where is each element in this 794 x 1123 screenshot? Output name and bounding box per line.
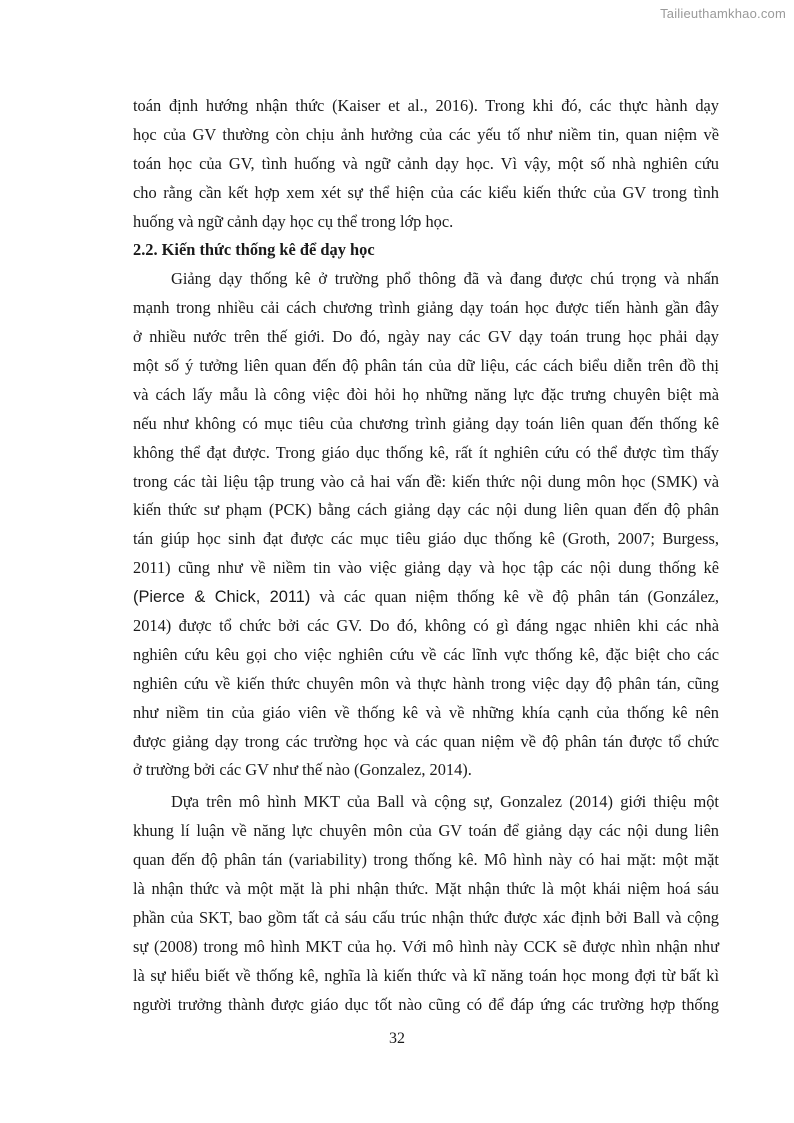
text-line: người trưởng thành được giáo dục tốt nào cũng có để đáp ứng các trường hợp thống	[133, 994, 719, 1014]
text-line: không thể đạt được. Trong giáo dục thống kê, rất ít nghiên cứu có thể được tìm thấy	[133, 442, 719, 462]
text-line: là nhận thức và một mặt là phi nhận thức. Mặt nhận thức là một khái niệm hoá sáu	[133, 879, 719, 899]
text-line: khung lí luận về năng lực chuyên môn của GV toán để giảng dạy các nội dung liên	[133, 821, 719, 841]
text-line-mixed	[133, 583, 719, 612]
text-line: quan đến độ phân tán (variability) trong thống kê. Mô hình này có hai mặt: một mặt	[133, 850, 719, 870]
intro-paragraph	[133, 92, 719, 236]
text-line: là sự hiểu biết về thống kê, nghĩa là kiến thức và kĩ năng toán học mong đợi từ bất kì	[133, 965, 719, 985]
text-line: mạnh trong nhiều cải cách chương trình giảng dạy toán học được tiến hành gần đây	[133, 298, 719, 318]
text-line: nghiên cứu về kiến thức chuyên môn và thực hành trong việc dạy độ phân tán, cũng	[133, 673, 719, 693]
text-line: cho rằng cần kết hợp xem xét sự thể hiện của các kiểu kiến thức của GV trong tình	[133, 182, 719, 202]
text-line: ở nhiều nước trên thế giới. Do đó, ngày nay các GV dạy toán trung học phải dạy	[133, 327, 719, 347]
text-line: và cách lấy mẫu là công việc đòi hỏi họ những năng lực đặc trưng chuyên biệt mà	[133, 384, 719, 404]
text-line: kiến thức sư phạm (PCK) bằng cách giảng dạy các nội dung liên quan đến độ phân	[133, 500, 719, 520]
text-line: 2014) được tổ chức bởi các GV. Do đó, không có gì đáng ngạc nhiên khi các nhà	[133, 616, 719, 636]
text-line: ở trường bởi các GV như thế nào (Gonzalez, 2014).	[133, 760, 472, 780]
text-line: nghiên cứu kêu gọi cho việc nghiên cứu về các lĩnh vực thống kê, đặc biệt cho các	[133, 644, 719, 664]
page-number: 32	[389, 1030, 405, 1047]
paragraph-statistics-teaching	[133, 265, 719, 785]
text-line: sự (2008) trong mô hình MKT của họ. Với mô hình này CCK sẽ được nhìn nhận như	[133, 936, 719, 956]
text-line: một số ý tưởng liên quan đến độ phân tán của dữ liệu, các cách biểu diễn trên đồ thị	[133, 356, 719, 376]
text-line: nếu như không có mục tiêu của chương trình giảng dạy toán liên quan đến thống kê	[133, 413, 719, 433]
text-line: như niềm tin của giáo viên về thống kê và về những khía cạnh của thống kê nên	[133, 702, 719, 722]
text-line: phần của SKT, bao gồm tất cả sáu cấu trúc nhận thức được xác định bởi Ball và cộng	[133, 907, 719, 927]
text-line: trong các tài liệu tập trung vào cả hai vấn đề: kiến thức nội dung môn học (SMK) và	[133, 471, 719, 491]
text-line: Dựa trên mô hình MKT của Ball và cộng sự, Gonzalez (2014) giới thiệu một	[171, 792, 719, 812]
watermark-text: Tailieuthamkhao.com	[660, 6, 786, 21]
paragraph-mkt-model	[133, 788, 719, 1019]
citation-pierce-chick: (Pierce & Chick, 2011)	[133, 588, 311, 607]
text-line: Giảng dạy thống kê ở trường phổ thông đã và đang được chú trọng và nhấn	[171, 269, 719, 289]
text-line: toán học của GV, tình huống và ngữ cảnh dạy học. Vì vậy, một số nhà nghiên cứu	[133, 153, 719, 173]
section-heading: 2.2. Kiến thức thống kê để dạy học	[133, 240, 375, 260]
text-line: huống và ngữ cảnh dạy học cụ thể trong lớp học.	[133, 211, 454, 231]
text-line: được giảng dạy trong các trường học và các quan niệm về độ phân tán được tổ chức	[133, 731, 719, 751]
text-line: 2011) cũng như về niềm tin vào việc giảng dạy và học tập các nội dung thống kê	[133, 558, 719, 578]
text-line: toán định hướng nhận thức (Kaiser et al., 2016). Trong khi đó, các thực hành dạy	[133, 96, 719, 115]
page-body	[133, 92, 719, 1020]
text-fragment: và các quan niệm thống kê về độ phân tán (González,	[310, 587, 719, 607]
text-line: tán giúp học sinh đạt được các mục tiêu giáo dục thống kê (Groth, 2007; Burgess,	[133, 529, 719, 549]
text-line: học của GV thường còn chịu ảnh hưởng của các yếu tố như niềm tin, quan niệm về	[133, 124, 719, 144]
